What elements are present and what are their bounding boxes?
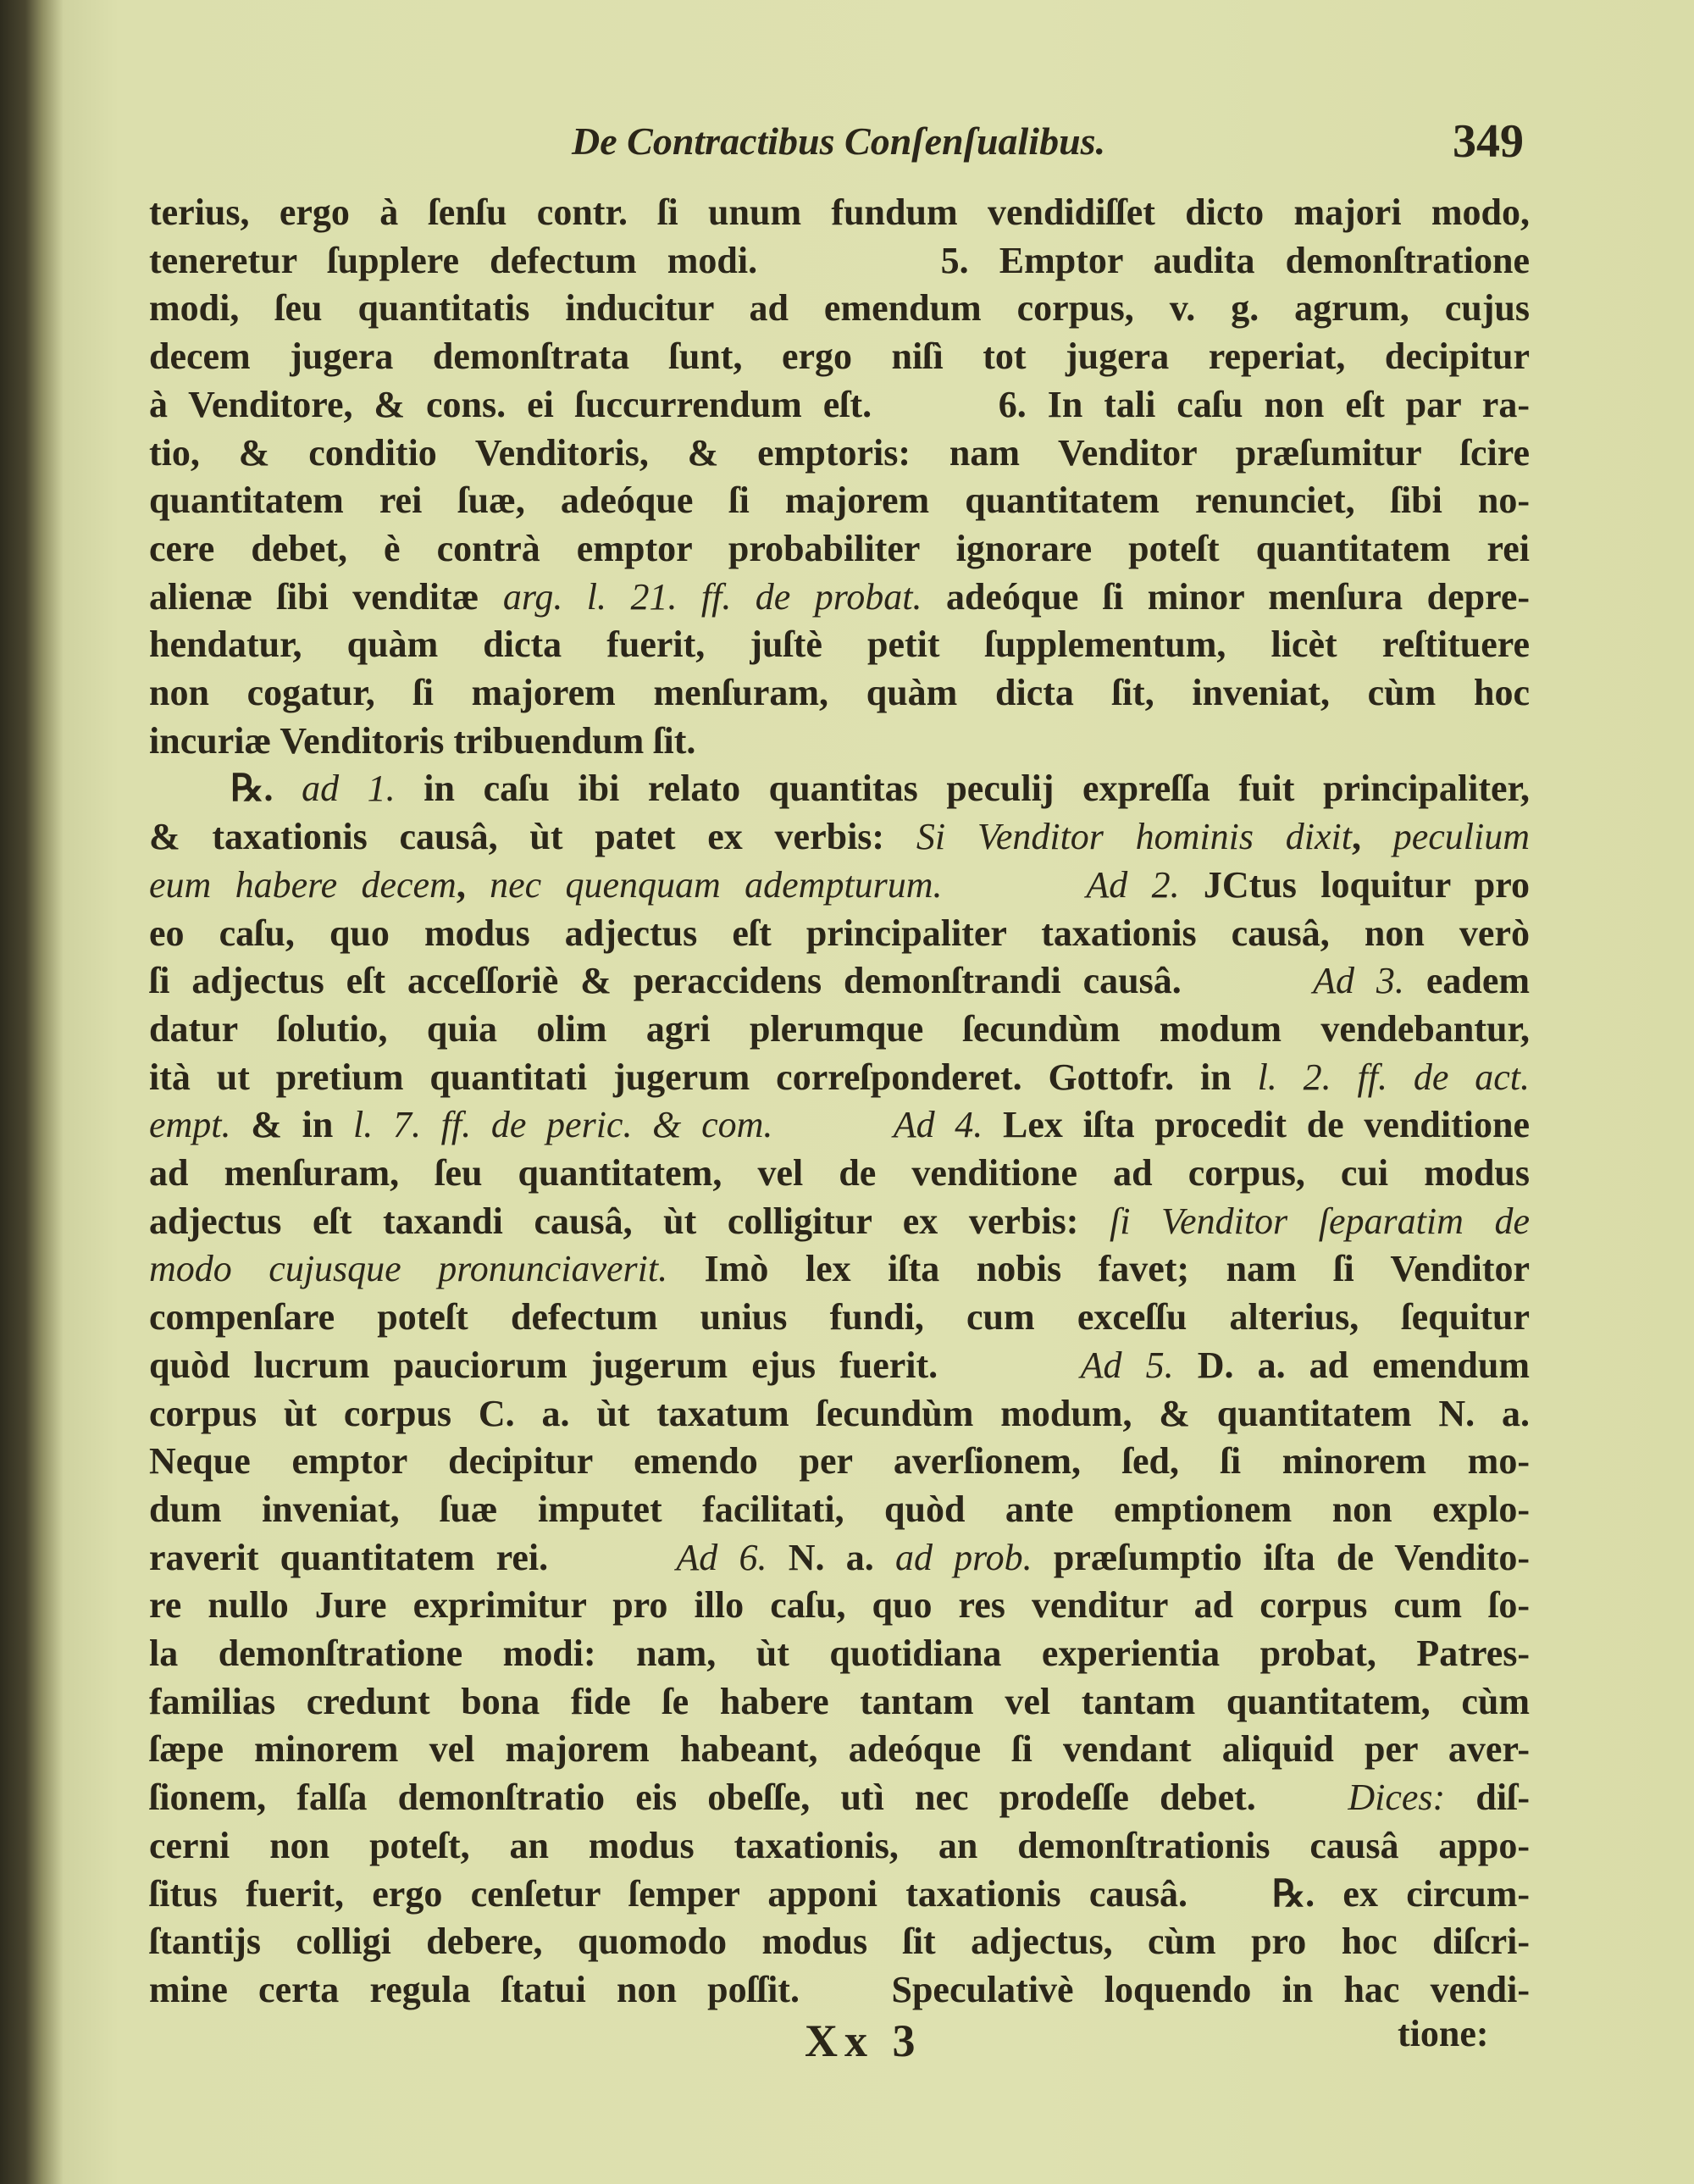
roman-text: tio, & conditio Venditoris, & emptoris: nam Venditor præſumitur ſcire [149,431,1530,474]
roman-text: alienæ ſibi venditæ [149,575,503,618]
text-line [149,1821,1530,1870]
roman-text: D. a. ad emendum [1173,1344,1530,1386]
italic-text: Si Venditor hominis dixit [916,816,1352,858]
roman-text: cerni non poteſt, an modus taxationis, an demonſtrationis causâ appo- [149,1824,1530,1866]
roman-text: Lex iſta procedit de venditione [983,1104,1530,1146]
italic-text: Ad 6. [676,1536,767,1578]
text-line [149,1773,1530,1821]
text-line [149,956,1530,1005]
italic-text: ſi Venditor ſeparatim de [1110,1200,1530,1242]
text-line [149,717,1530,765]
text-line [149,476,1530,524]
roman-text: præſumptio iſta de Vendito- [1032,1536,1530,1578]
italic-text: l. 7. ff. de peric. & com. [353,1104,773,1146]
text-line [149,284,1530,332]
roman-text: hendatur, quàm dicta fuerit, juſtè petit ſupplementum, licèt reſtituere [149,624,1530,666]
roman-text: incuriæ Venditoris tribuendum ſit. [149,719,696,762]
text-line [149,1965,1530,2014]
signature-mark: Xx 3 [805,2015,922,2066]
text-line [149,332,1530,380]
roman-text: ℞. [230,768,302,810]
roman-text: ſitus fuerit, ergo cenſetur ſemper apponi taxationis causâ. ℞. ex circum- [149,1872,1530,1915]
roman-text [943,864,1087,906]
roman-text: eadem [1403,960,1530,1002]
roman-text: adeóque ſi minor menſura depre- [922,575,1531,618]
roman-text: raverit quantitatem rei. [149,1536,677,1578]
text-line [149,1149,1530,1197]
roman-text: datur ſolutio, quia olim agri plerumque ſecundùm modum vendebantur, [149,1007,1530,1050]
italic-text: ad 1. [302,768,396,810]
text-line [149,380,1530,429]
text-line [149,1725,1530,1773]
text-line [149,1485,1530,1533]
roman-text: teneretur ſupplere defectum modi. 5. Emptor audita demonſtratione [149,239,1530,281]
text-line [149,188,1530,236]
roman-text: diſ- [1445,1777,1530,1819]
roman-text: corpus ùt corpus C. a. ùt taxatum ſecundùm modum, & quantitatem N. a. [149,1392,1530,1434]
roman-text: Imò lex iſta nobis favet; nam ſi Venditor [667,1248,1531,1290]
text-line [149,1341,1530,1389]
roman-text: & taxationis causâ, ùt patet ex verbis: [149,816,916,858]
roman-text: Neque emptor decipitur emendo per averſionem, ſed, ſi minorem mo- [149,1440,1530,1483]
roman-text: ſi adjectus eſt acceſſoriè & peraccidens demonſtrandi causâ. [149,960,1314,1002]
roman-text: , [456,863,490,906]
italic-text: empt. [149,1104,231,1146]
roman-text: compenſare poteſt defectum unius fundi, cum exceſſu alterius, ſequitur [149,1296,1530,1339]
italic-text: Ad 4. [893,1104,983,1146]
roman-text: la demonſtratione modi: nam, ùt quotidiana experientia probat, Patres- [149,1632,1530,1674]
text-line [149,1870,1530,1918]
roman-text: mine certa regula ſtatui non poſſit. Speculativè loquendo in hac vendi- [149,1968,1530,2010]
italic-text: ad prob. [894,1536,1032,1578]
text-line [149,1677,1530,1726]
roman-text: JCtus loquitur pro [1179,863,1530,906]
text-line [149,573,1530,621]
roman-text [772,1104,893,1145]
italic-text: peculium [1392,816,1531,858]
text-line [149,1581,1530,1629]
roman-text: ſæpe minorem vel majorem habeant, adeóque ſi vendant aliquid per aver- [149,1728,1530,1771]
roman-text: re nullo Jure exprimitur pro illo caſu, quo res venditur ad corpus cum ſo- [149,1584,1530,1627]
roman-text: & in [230,1104,354,1146]
roman-text: quòd lucrum pauciorum jugerum ejus fuerit. [149,1344,1081,1386]
text-line [149,1100,1530,1149]
roman-text: non cogatur, ſi majorem menſuram, quàm dicta ſit, inveniat, cùm hoc [149,672,1530,713]
roman-text: ità ut pretium quantitati jugerum correſponderet. Gottofr. in [149,1056,1258,1098]
roman-text: , [1351,816,1393,858]
text-line [149,861,1530,909]
italic-text: l. 2. ff. de act. [1257,1056,1530,1098]
roman-text: eo caſu, quo modus adjectus eſt principaliter taxationis causâ, non verò [149,912,1530,954]
text-line [149,1197,1530,1245]
text-line [149,1533,1530,1582]
italic-text: Ad 2. [1086,863,1180,906]
roman-text: cere debet, è contrà emptor probabiliter ignorare poteſt quantitatem rei [149,527,1530,569]
text-line [149,1437,1530,1485]
italic-text: Dices: [1348,1777,1446,1819]
text-line [149,812,1530,861]
text-line [149,1917,1530,1965]
roman-text: ſionem, falſa demonſtratio eis obeſſe, utì nec prodeſſe debet. [149,1777,1348,1819]
text-line [149,1053,1530,1101]
roman-text: à Venditore, & cons. ei ſuccurrendum eſt. 6. In tali caſu non eſt par ra- [149,383,1530,425]
italic-text: Ad 5. [1080,1344,1174,1386]
catchword: tione: [1398,2013,1489,2054]
text-line [149,1244,1530,1293]
roman-text: dum inveniat, ſuæ imputet facilitati, quòd ante emptionem non explo- [149,1488,1530,1530]
italic-text: arg. l. 21. ff. de probat. [502,575,922,618]
roman-text: ad menſuram, ſeu quantitatem, vel de venditione ad corpus, cui modus [149,1152,1530,1194]
roman-text: N. a. [767,1536,895,1578]
text-line [149,1389,1530,1438]
text-line [149,1293,1530,1341]
roman-text: familias credunt bona fide ſe habere tantam vel tantam quantitatem, cùm [149,1680,1530,1722]
roman-text: in caſu ibi relato quantitas peculij expreſſa fuit principaliter, [395,768,1531,810]
text-line [230,764,1530,812]
italic-text: eum habere decem [149,863,457,906]
text-line [149,1005,1530,1053]
roman-text: quantitatem rei ſuæ, adeóque ſi majorem quantitatem renunciet, ſibi no- [149,479,1530,522]
italic-text: Ad 3. [1313,960,1404,1002]
italic-text: nec quenquam adempturum. [490,863,943,906]
text-line [149,668,1530,717]
roman-text: terius, ergo à ſenſu contr. ſi unum fundum vendidiſſet dicto majori modo, [149,191,1530,233]
text-line [149,236,1530,285]
roman-text: decem jugera demonſtrata ſunt, ergo niſì tot jugera reperiat, decipitur [149,335,1530,378]
text-line [149,1629,1530,1677]
roman-text: modi, ſeu quantitatis inducitur ad emendum corpus, v. g. agrum, cujus [149,287,1530,330]
text-line [149,620,1530,668]
roman-text: adjectus eſt taxandi causâ, ùt colligitur ex verbis: [149,1200,1110,1242]
running-title: De Contractibus Conſenſualibus. [572,119,1106,163]
page-number: 349 [1453,115,1524,168]
italic-text: modo cujusque pronunciaverit. [149,1248,668,1290]
roman-text: ſtantijs colligi debere, quomodo modus ſit adjectus, cùm pro hoc diſcri- [149,1921,1530,1963]
text-line [149,909,1530,957]
text-line [149,429,1530,477]
text-line [149,524,1530,573]
